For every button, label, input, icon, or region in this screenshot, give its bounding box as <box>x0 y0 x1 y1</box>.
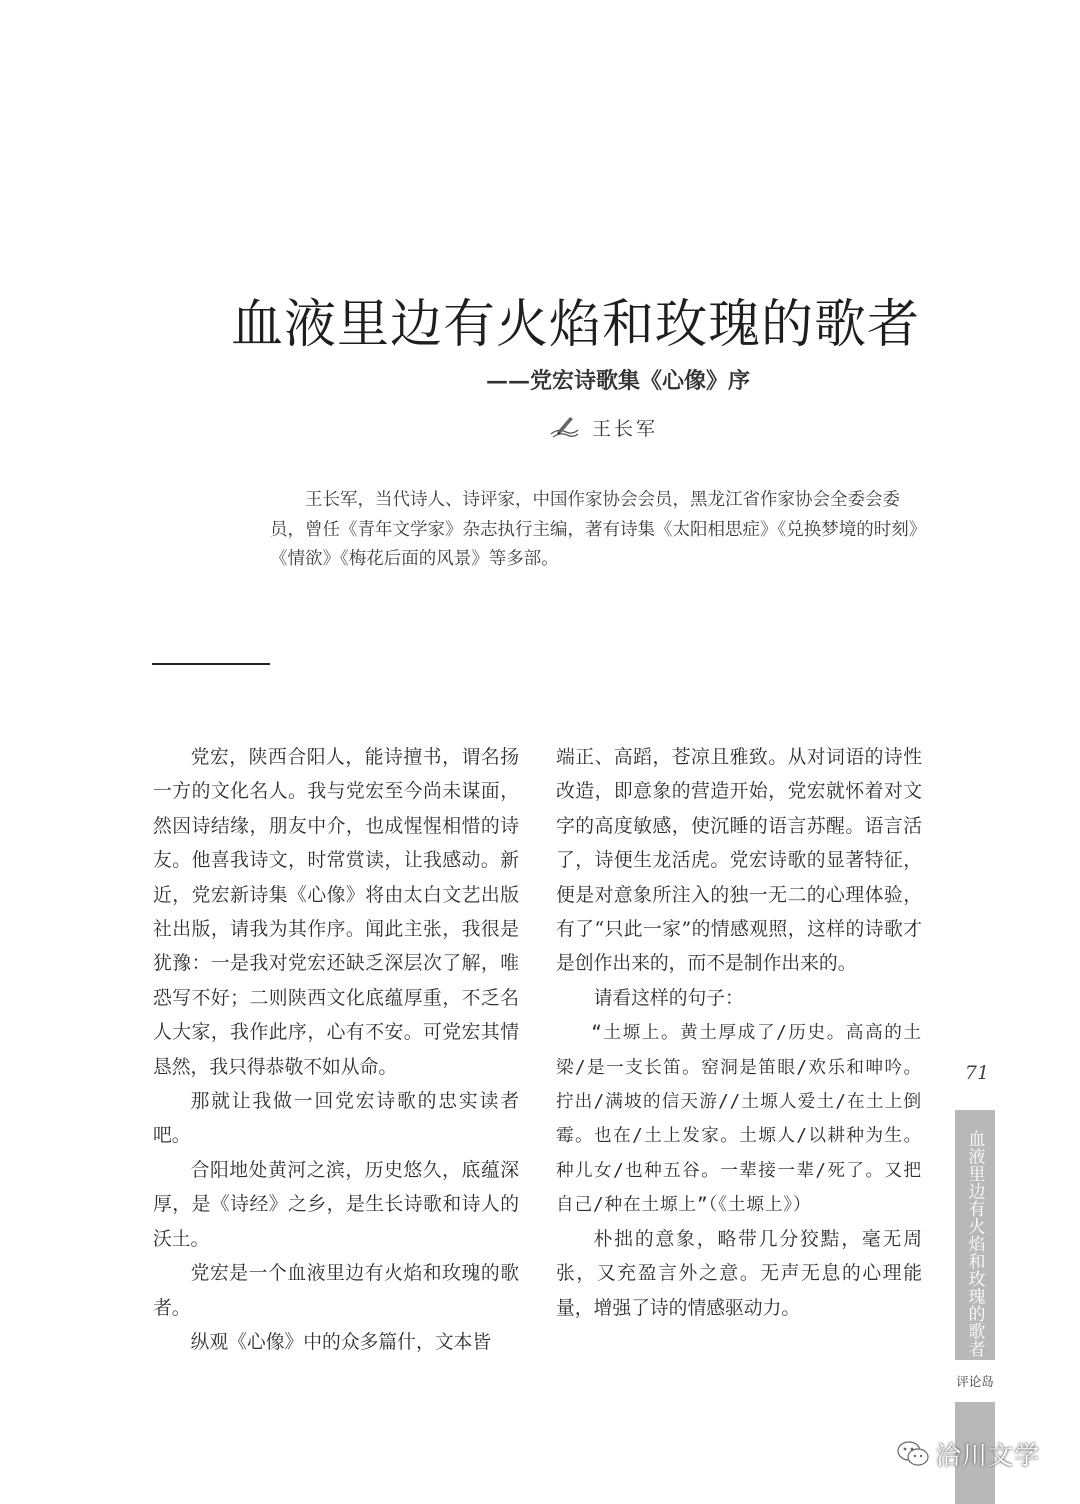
section-divider <box>152 663 270 665</box>
poem-quote: “土塬上。黄土厚成了/历史。高高的土梁/是一支长笛。窑洞是笛眼/欢乐和呻吟。拧出/满坡的信天游//土塬人爱土/在土上倒霉。也在/土上发家。土塬人/以耕种为生。种儿女/也种五谷。一辈接一辈/死了。又把自己/种在土塬上”（《土塬上》） <box>556 1023 922 1216</box>
running-title: 血液里边有火焰和玫瑰的歌者 <box>964 1130 985 1358</box>
article-subtitle: ——党宏诗歌集《心像》序 <box>485 368 750 394</box>
author-name: 王长军 <box>592 417 659 440</box>
page-number: 71 <box>964 1062 990 1084</box>
body-paragraph: 那就让我做一回党宏诗歌的忠实读者吧。 <box>153 1091 519 1147</box>
body-paragraph: 纵观《心像》中的众多篇什，文本皆 <box>190 1331 492 1353</box>
body-paragraph: 朴拙的意象，略带几分狡黠，毫无周张，又充盈言外之意。无声无息的心理能量，增强了诗的情感驱动力。 <box>556 1228 922 1319</box>
pen-writing-icon <box>548 414 580 440</box>
body-paragraph: 党宏是一个血液里边有火焰和玫瑰的歌者。 <box>153 1263 519 1319</box>
body-paragraph-continued: 端正、高蹈，苍凉且雅致。从对词语的诗性改造，即意象的营造开始，党宏就怀着对文字的高度敏感，使沉睡的语言苏醒。语言活了，诗便生龙活虎。党宏诗歌的显著特征，便是对意象所注入的独一无二的心理体验，有了“只此一家”的情感观照，这样的诗歌才是创作出来的，而不是制作出来的。 <box>556 747 922 975</box>
right-column <box>556 741 922 1326</box>
section-label: 评论岛 <box>956 1374 994 1389</box>
article-title: 血液里边有火焰和玫瑰的歌者 <box>230 295 920 355</box>
running-title-tab <box>955 1110 995 1360</box>
wechat-icon <box>896 1440 930 1468</box>
author-byline <box>548 412 658 442</box>
body-paragraph: 合阳地处黄河之滨，历史悠久，底蕴深厚，是《诗经》之乡，是生长诗歌和诗人的沃土。 <box>153 1159 519 1250</box>
author-bio: 王长军，当代诗人、诗评家，中国作家协会会员，黑龙江省作家协会全委会委员，曾任《青年文学家》杂志执行主编，著有诗集《太阳相思症》《兑换梦境的时刻》《情欲》《梅花后面的风景》等多部。 <box>270 490 927 569</box>
watermark <box>896 1436 1040 1472</box>
body-paragraph: 党宏，陕西合阳人，能诗擅书，谓名扬一方的文化名人。我与党宏至今尚未谋面，然因诗结缘，朋友中介，也成惺惺相惜的诗友。他喜我诗文，时常赏读，让我感动。新近，党宏新诗集《心像》将由太白文艺出版社出版，请我为其作序。闻此主张，我很是犹豫：一是我对党宏还缺乏深层次了解，唯恐写不好；二则陕西文化底蕴厚重，不乏名人大家，我作此序，心有不安。可党宏其情恳然，我只得恭敬不如从命。 <box>153 747 519 1078</box>
watermark-text: 洽川文学 <box>936 1441 1041 1470</box>
body-paragraph: 请看这样的句子： <box>593 987 744 1009</box>
left-column <box>153 741 519 1360</box>
